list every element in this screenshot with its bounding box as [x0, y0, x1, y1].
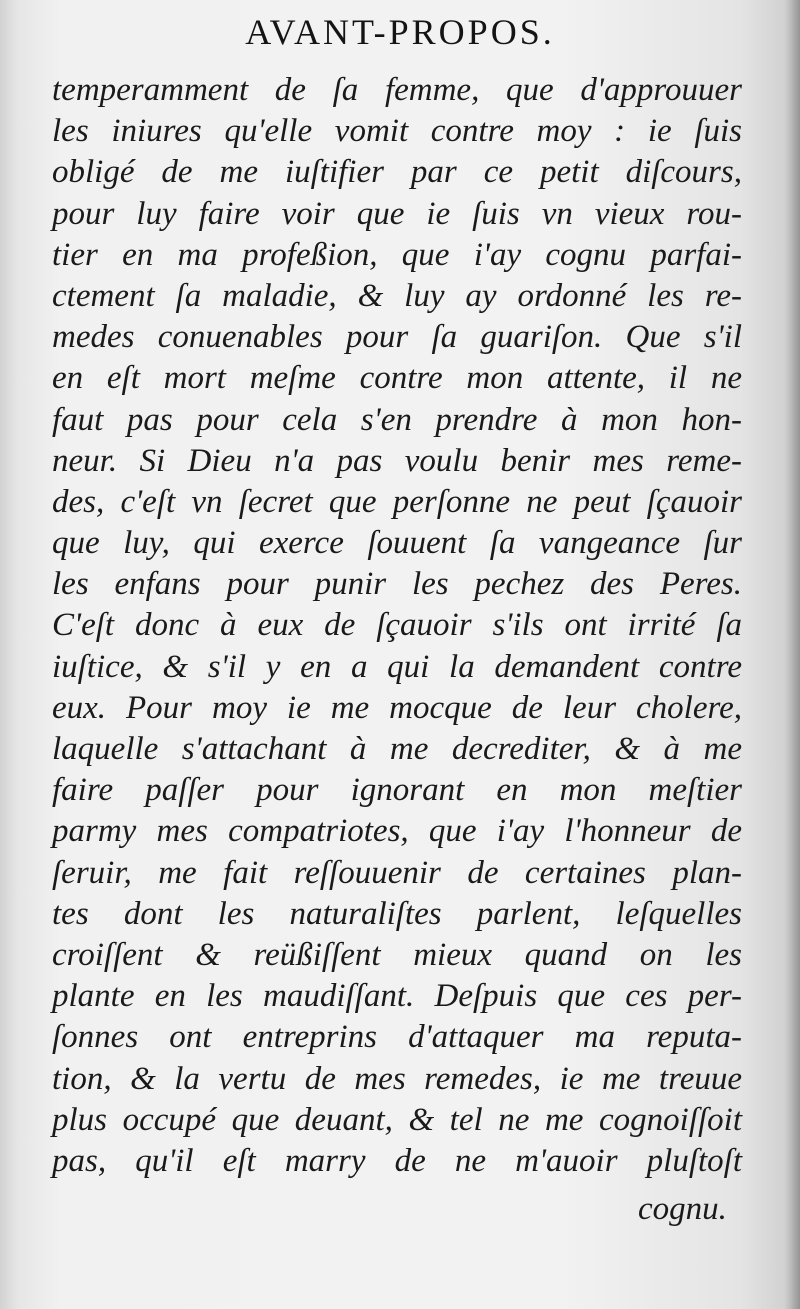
page-edge-shadow	[784, 0, 800, 1309]
text-line: neur. Si Dieu n'a pas voulu benir mes reme-	[52, 442, 742, 479]
text-line: faut pas pour cela s'en prendre à mon hon-	[52, 401, 742, 438]
text-line: pour luy faire voir que ie ſuis vn vieux rou-	[52, 195, 742, 232]
text-line: pas, qu'il eſt marry de ne m'auoir pluſtoſt	[52, 1142, 742, 1179]
text-line: laquelle s'attachant à me decrediter, & à me	[52, 731, 742, 767]
text-line: les enfans pour punir les pechez des Peres.	[52, 566, 742, 603]
body-text	[52, 70, 742, 1182]
text-line: ſeruir, me fait reſſouuenir de certaines plan-	[52, 854, 742, 891]
text-line: tes dont les naturaliſtes parlent, leſquelles	[52, 895, 742, 932]
running-header: AVANT-PROPOS.	[245, 12, 555, 52]
text-line: obligé de me iuſtifier par ce petit diſcours,	[52, 154, 742, 191]
text-line: eux. Pour moy ie me mocque de leur cholere,	[52, 689, 742, 726]
text-line: C'eſt donc à eux de ſçauoir s'ils ont irrité ſa	[52, 607, 742, 644]
text-line: tion, & la vertu de mes remedes, ie me treuue	[52, 1060, 742, 1097]
text-line: faire paſſer pour ignorant en mon meſtier	[52, 772, 742, 809]
text-line: des, c'eſt vn ſecret que perſonne ne peut ſçauoir	[52, 483, 742, 520]
catchword: cognu.	[638, 1191, 727, 1227]
text-line: temperamment de ſa femme, que d'approuuer	[52, 72, 742, 108]
text-line: plus occupé que deuant, & tel ne me cognoiſſoit	[52, 1101, 742, 1138]
text-line: ctement ſa maladie, & luy ay ordonné les re-	[52, 277, 742, 314]
text-line: parmy mes compatriotes, que i'ay l'honneur de	[52, 813, 742, 850]
text-line: iuſtice, & s'il y en a qui la demandent contre	[52, 648, 742, 685]
text-line: ſonnes ont entreprins d'attaquer ma reputa-	[52, 1019, 742, 1056]
text-line: croiſſent & reüßiſſent mieux quand on les	[52, 936, 742, 973]
text-line: les iniures qu'elle vomit contre moy : ie ſuis	[52, 113, 742, 150]
text-line: medes conuenables pour ſa guariſon. Que s'il	[52, 319, 742, 356]
text-line: plante en les maudiſſant. Deſpuis que ces per-	[52, 978, 742, 1015]
text-line: que luy, qui exerce ſouuent ſa vangeance ſur	[52, 525, 742, 562]
text-line: tier en ma profeßion, que i'ay cognu parfai-	[52, 236, 742, 273]
text-line: en eſt mort meſme contre mon attente, il ne	[52, 360, 742, 397]
